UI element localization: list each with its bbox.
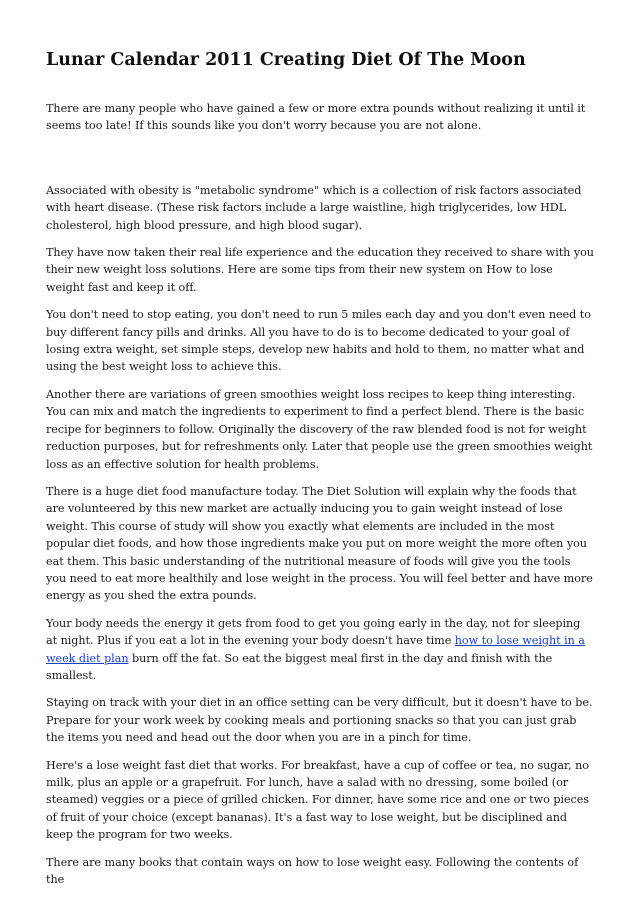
paragraph-weight-loss-solutions: They have now taken their real life experience and the education they received to share with you their new weight loss solutions. Here are some tips from their new system on How to lose weight fast and keep it off. xyxy=(46,246,594,294)
document-title: Lunar Calendar 2011 Creating Diet Of The Moon xyxy=(46,50,526,70)
energy-text-before-link: Your body needs the energy it gets from food to get you going early in the day, not for sleeping at night. Plus if you eat a lot in the evening your body doesn't have time xyxy=(46,616,581,648)
paragraph-office-diet: Staying on track with your diet in an office setting can be very difficult, but it doesn't have to be. Prepare for your work week by cooking meals and portioning snacks so that you can just grab the items you need and head out the door when you are in a pinch for time. xyxy=(46,696,593,745)
paragraph-diet-food-manufacture: There is a huge diet food manufacture today. The Diet Solution will explain why the foods that are volunteered by this new market are actually inducing you to gain weight instead of lose weight. This course of study will show you exactly what elements are included in the most popular diet foods, and how those ingredients make you put on more weight the more often you eat them. This basic understanding of the nutritional measure of foods will give you the tools you need to eat more healthily and lose weight in the process. You will feel better and have more energy as you shed the extra pounds. xyxy=(46,484,593,603)
article-body xyxy=(46,100,594,898)
paragraph-metabolic-syndrome: Associated with obesity is "metabolic syndrome" which is a collection of risk factors associated with heart disease. (These risk factors include a large waistline, high triglycerides, low HDL cholesterol, high blood pressure, and high blood sugar). xyxy=(46,183,582,232)
energy-text-after-link: burn off the fat. So eat the biggest meal first in the day and finish with the smallest. xyxy=(46,651,553,682)
paragraph-fast-diet: Here's a lose weight fast diet that works. For breakfast, have a cup of coffee or tea, no sugar, no milk, plus an apple or a grapefruit. For lunch, have a salad with no dressing, some boiled (or steamed) veggies or a piece of grilled chicken. For dinner, have some rice and one or two pieces of fruit of your choice (except bananas). It's a fast way to lose weight, but be disciplined and keep the program for two weeks. xyxy=(46,758,590,842)
paragraph-intro: There are many people who have gained a few or more extra pounds without realizing it until it seems too late! If this sounds like you don't worry because you are not alone. xyxy=(46,102,586,133)
paragraph-no-need-to-stop-eating: You don't need to stop eating, you don't need to run 5 miles each day and you don't even need to buy different fancy pills and drinks. All you have to do is to become dedicated to your goal of losing extra weight, set simple steps, develop new habits and hold to them, no matter what and using the best weight loss to achieve this. xyxy=(46,308,591,374)
weight-loss-diet-plan-link[interactable]: how to lose weight in a week diet plan xyxy=(46,634,585,665)
paragraph-green-smoothies: Another there are variations of green smoothies weight loss recipes to keep thing interesting. You can mix and match the ingredients to experiment to find a perfect blend. There is the basic recipe for beginners to follow. Originally the discovery of the raw blended food is not for weight reduction purposes, but for refreshments only. Later that people use the green smoothies weight loss as an effective solution for health problems. xyxy=(46,387,593,471)
paragraph-books: There are many books that contain ways on how to lose weight easy. Following the contents of the xyxy=(46,855,579,887)
paragraph-energy xyxy=(46,615,594,685)
